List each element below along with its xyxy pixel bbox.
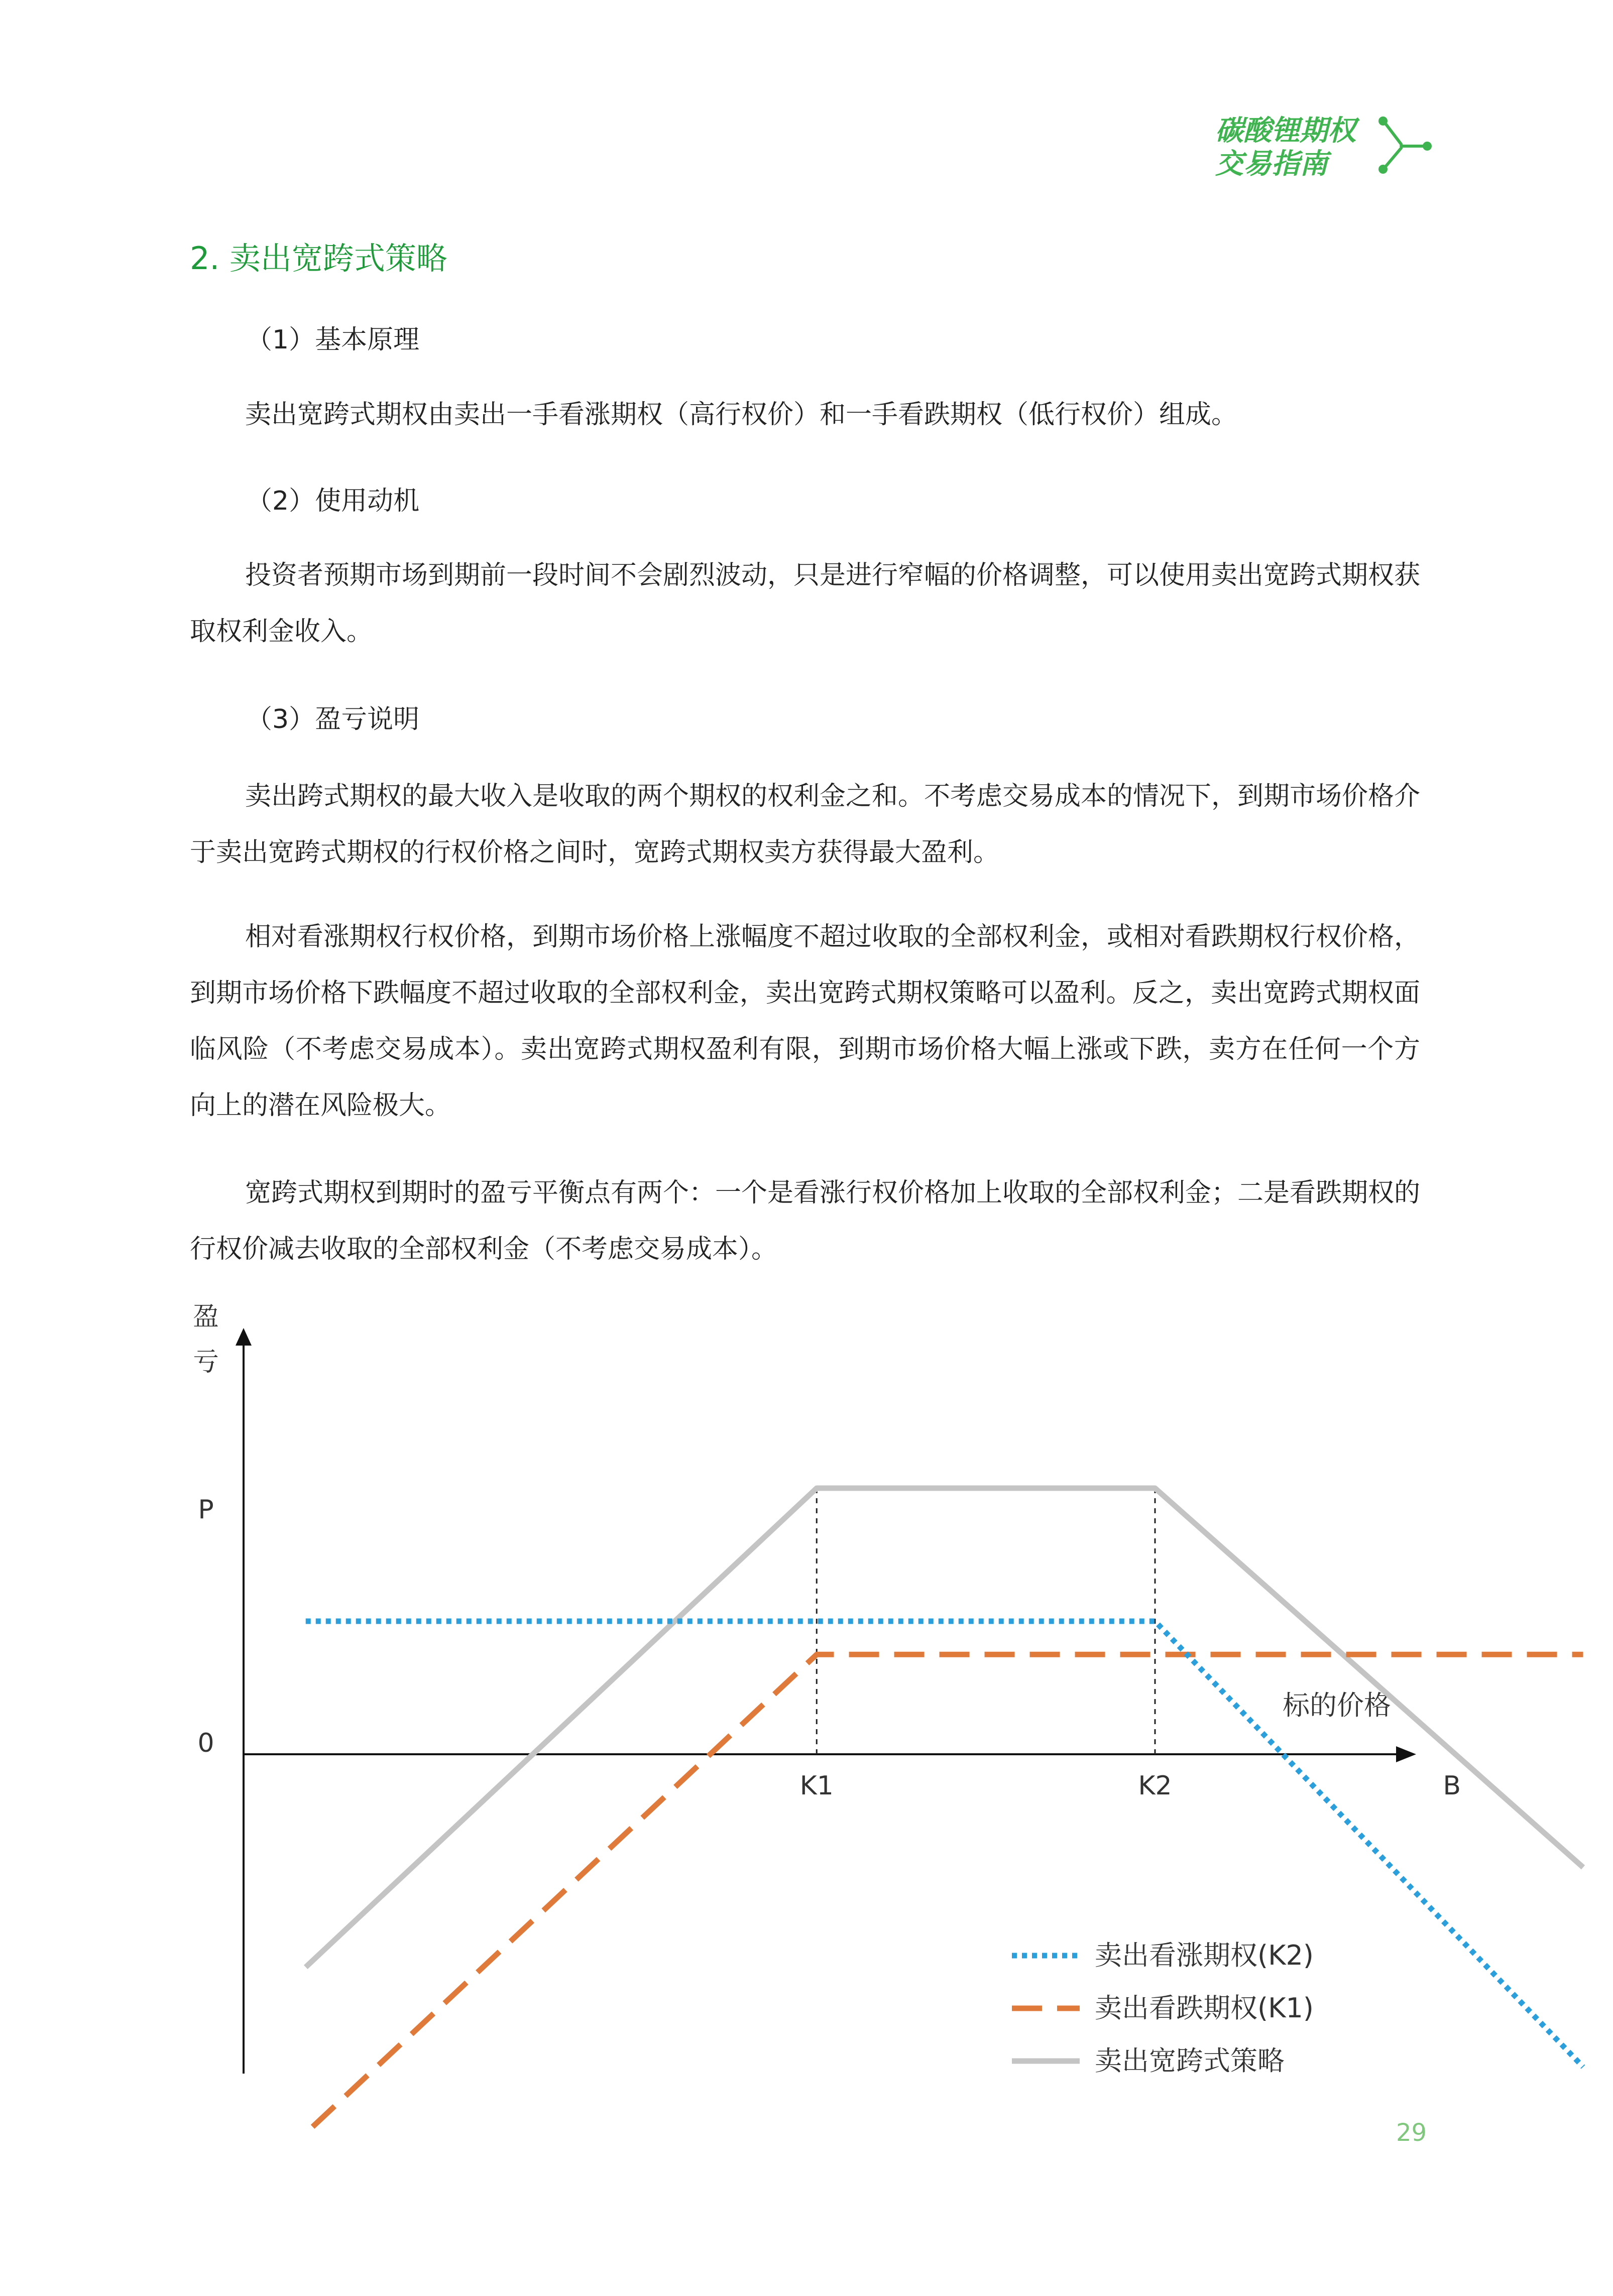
subheading-basic-principle: （1）基本原理 [246, 325, 420, 355]
y-axis-label-char: 盈 [192, 1302, 219, 1332]
y-axis-arrow [236, 1328, 252, 1346]
legend-label-3: 卖出宽跨式策略 [1095, 2045, 1285, 2077]
series-line-3 [306, 1488, 1583, 1967]
paragraph-max-income: 卖出跨式期权的最大收入是收取的两个期权的权利金之和。不考虑交易成本的情况下，到期市场价格介于卖出宽跨式期权的行权价格之间时，宽跨式期权卖方获得最大盈利。 [190, 781, 1421, 868]
header-title-line2: 交易指南 [1215, 148, 1328, 180]
x-tick-label-B: B [1443, 1771, 1461, 1801]
page-number: 29 [1396, 2119, 1427, 2147]
series-line-1 [306, 1621, 1583, 2067]
y-axis-label-char: 亏 [192, 1347, 219, 1377]
y-tick-label-0: 0 [197, 1728, 214, 1758]
header-title-line1: 碳酸锂期权 [1215, 114, 1356, 147]
x-tick-label-K1: K1 [799, 1771, 834, 1801]
subheading-profit-loss: （3）盈亏说明 [246, 704, 420, 735]
series-line-2 [313, 1654, 1583, 2127]
paragraph-breakeven: 宽跨式期权到期时的盈亏平衡点有两个：一个是看涨行权价格加上收取的全部权利金；二是看跌期权的行权价减去收取的全部权利金（不考虑交易成本）。 [190, 1178, 1421, 1264]
paragraph-profit-conditions: 相对看涨期权行权价格，到期市场价格上涨幅度不超过收取的全部权利金，或相对看跌期权行权价格，到期市场价格下跌幅度不超过收取的全部权利金，卖出宽跨式期权策略可以盈利。反之，卖出宽跨式期权面临风险（不考虑交易成本）。卖出宽跨式期权盈利有限，到期市场价格大幅上涨或下跌，卖方在任何一个方向上的潜在风险极大。 [190, 922, 1421, 1121]
paragraph-motivation: 投资者预期市场到期前一段时间不会剧烈波动，只是进行窄幅的价格调整，可以使用卖出宽跨式期权获取权利金收入。 [190, 560, 1421, 647]
section-heading: 2. 卖出宽跨式策略 [190, 240, 447, 277]
paragraph-principle: 卖出宽跨式期权由卖出一手看涨期权（高行权价）和一手看跌期权（低行权价）组成。 [245, 400, 1238, 430]
x-tick-label-K2: K2 [1138, 1771, 1172, 1801]
x-axis-arrow [1396, 1746, 1416, 1762]
x-axis-label: 标的价格 [1283, 1689, 1391, 1721]
legend-label-2: 卖出看跌期权(K1) [1095, 1992, 1314, 2024]
y-tick-label-P: P [198, 1495, 214, 1525]
subheading-motivation: （2）使用动机 [246, 486, 420, 516]
legend-label-1: 卖出看涨期权(K2) [1095, 1940, 1314, 1971]
